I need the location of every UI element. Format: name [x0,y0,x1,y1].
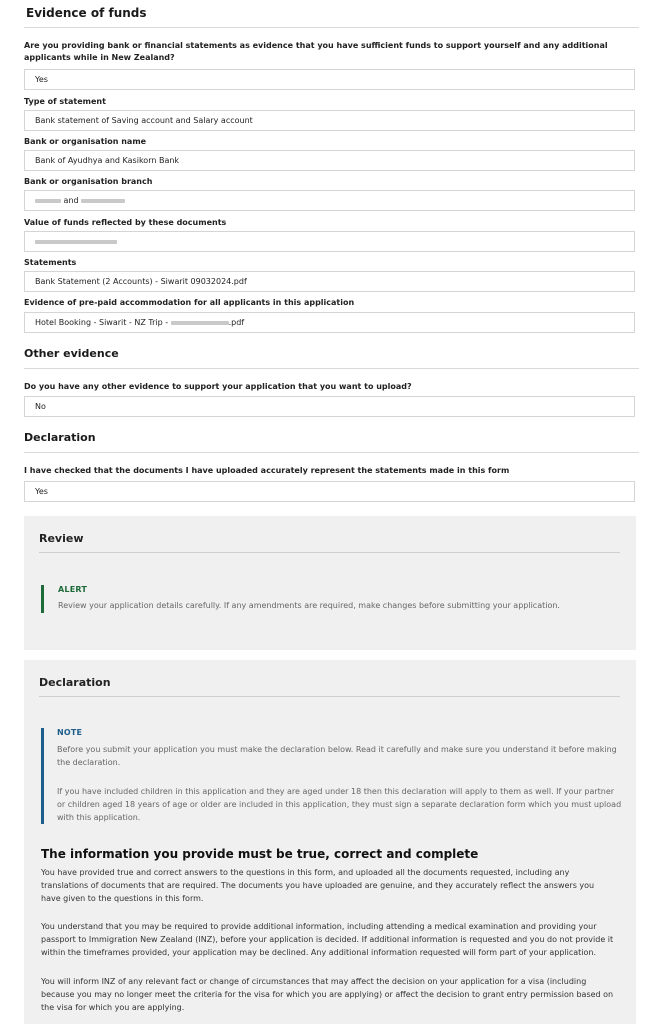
alert-title: ALERT [58,585,88,594]
bank-branch-field[interactable] [24,190,635,211]
declaration-paragraph-3: You will inform INZ of any relevant fact or change of circumstances that may affect the decision on your application for a visa (including because you may no longer meet the criteria for the visa for which you are applying) or affect the decision to grant entry permission based on the visa for which you are applying. [41,977,614,1012]
divider [39,696,620,697]
declaration-paragraph-1: You have provided true and correct answers to the questions in this form, and uploaded all the documents requested, including any translations of documents that are required. The documents you have uploaded are genuine, and they accurately reflect the answers you have given to the questions in this form. [41,868,595,903]
divider [24,368,639,369]
note-title: NOTE [57,728,83,737]
divider [24,452,639,453]
redacted-text [171,321,229,325]
file-name-prefix: Hotel Booking - Siwarit - NZ Trip - [35,318,169,327]
divider [24,27,639,28]
review-title: Review [39,532,84,545]
prepaid-accommodation-label: Evidence of pre-paid accommodation for all applicants in this application [24,298,355,307]
other-evidence-field[interactable]: No [24,396,635,417]
bank-branch-label: Bank or organisation branch [24,177,153,186]
declaration-subheading: The information you provide must be true, correct and complete [41,847,479,861]
alert-accent-bar [41,585,44,613]
value-of-funds-label: Value of funds reflected by these documents [24,218,227,227]
bank-branch-visible-text: and [63,196,79,205]
redacted-text [35,240,117,244]
declaration-panel [24,660,636,1024]
statements-file-field[interactable]: Bank Statement (2 Accounts) - Siwarit 09032024.pdf [24,271,635,292]
other-evidence-heading: Other evidence [24,347,119,360]
value-of-funds-field[interactable] [24,231,635,252]
declaration-heading: Declaration [24,431,96,444]
redacted-text [81,199,125,203]
note-accent-bar [41,728,44,824]
divider [39,552,620,553]
file-name-suffix: .pdf [228,318,245,327]
prepaid-accommodation-file-field[interactable] [24,312,635,333]
declaration-question: I have checked that the documents I have uploaded accurately represent the statements made in this form [24,466,510,475]
type-of-statement-field[interactable]: Bank statement of Saving account and Salary account [24,110,635,131]
statements-label: Statements [24,258,77,267]
note-paragraph-1: Before you submit your application you must make the declaration below. Read it carefully and make sure you understand it before making the declaration. [57,745,617,767]
alert-text: Review your application details carefully. If any amendments are required, make changes before submitting your application. [58,601,560,610]
review-panel [24,516,636,650]
redacted-text [35,199,61,203]
type-of-statement-label: Type of statement [24,97,106,106]
declaration-panel-title: Declaration [39,676,111,689]
evidence-of-funds-heading: Evidence of funds [26,6,147,20]
statements-question-field[interactable]: Yes [24,69,635,90]
other-evidence-question: Do you have any other evidence to support your application that you want to upload? [24,382,412,391]
note-paragraph-2: If you have included children in this application and they are aged under 18 then this declaration will apply to them as well. If your partner or children aged 18 years of age or older are included in this application, they must sign a separate declaration form which you must upload with this application. [57,787,622,822]
declaration-field[interactable]: Yes [24,481,635,502]
declaration-paragraph-2: You understand that you may be required to provide additional information, including attending a medical examination and providing your passport to Immigration New Zealand (INZ), before your application is decided. If additional information is requested and you do not provide it within the timeframes provided, your application may be declined. Any additional information requested will form part of your application. [41,922,614,957]
bank-name-label: Bank or organisation name [24,137,147,146]
statements-question-label: Are you providing bank or financial statements as evidence that you have sufficient funds to support yourself and any additional applicants while in New Zealand? [24,41,608,62]
bank-name-field[interactable]: Bank of Ayudhya and Kasikorn Bank [24,150,635,171]
